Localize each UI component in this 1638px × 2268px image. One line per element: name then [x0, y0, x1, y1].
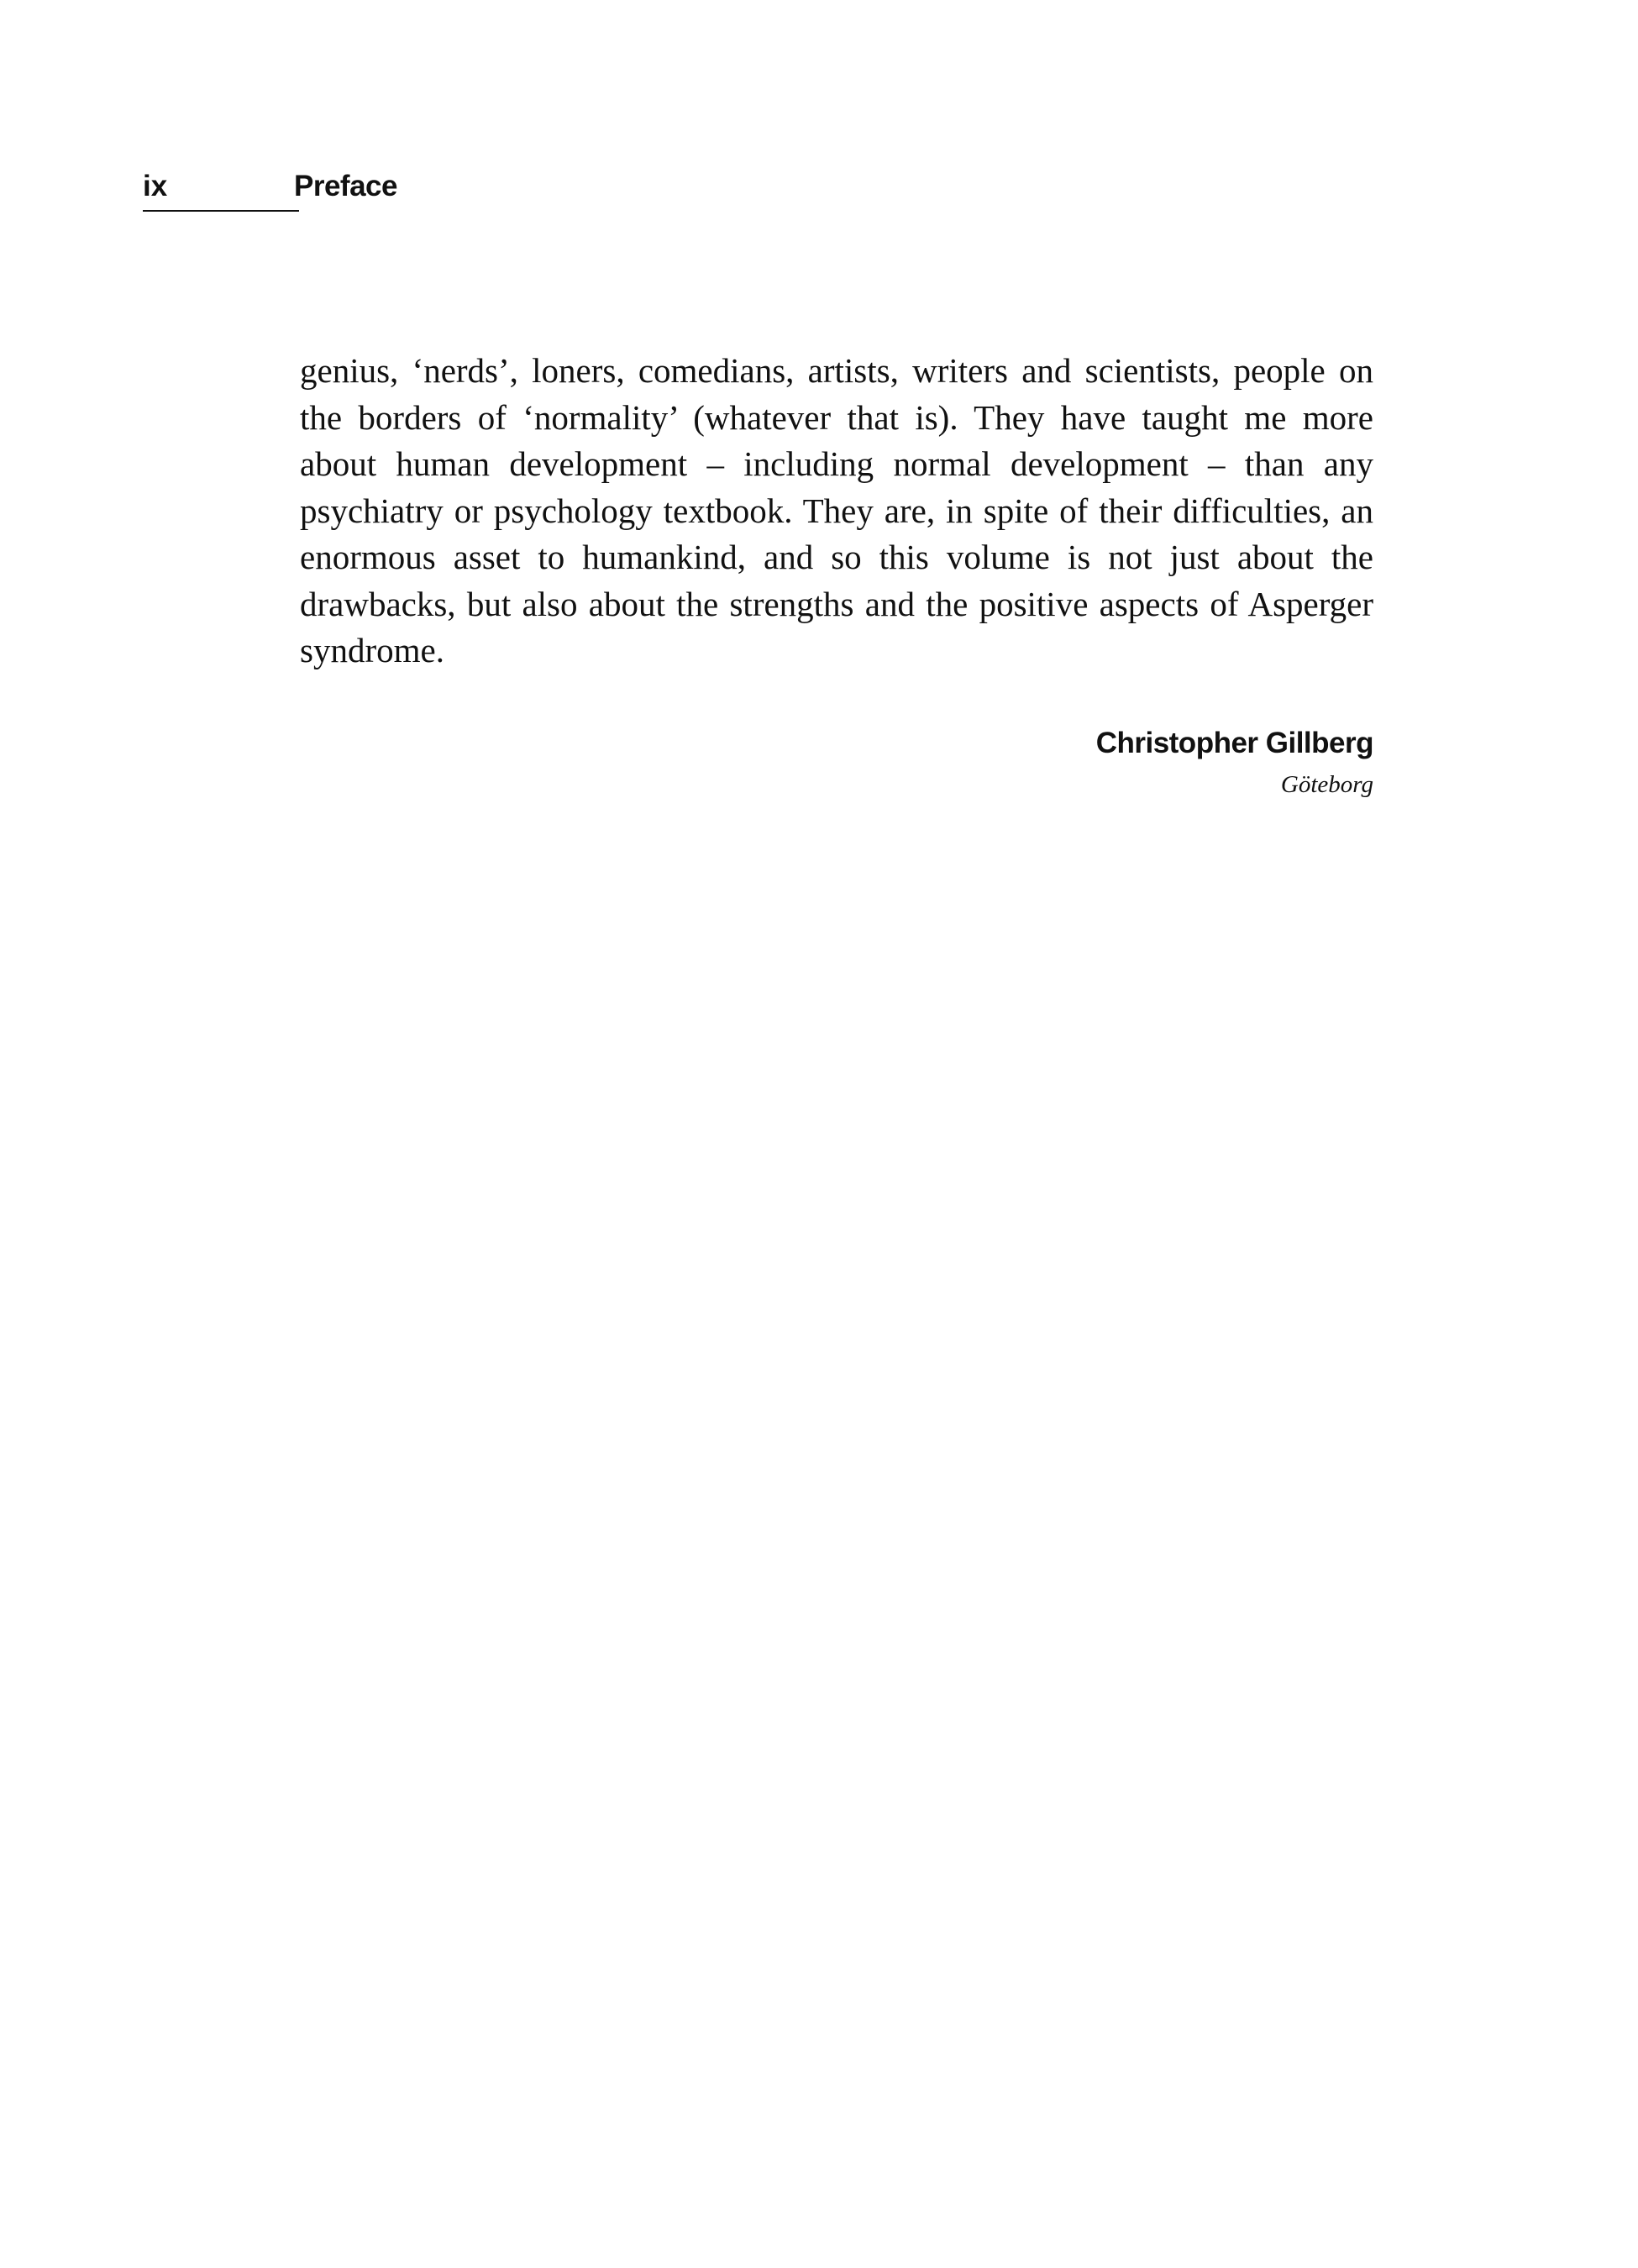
page-number: ix	[143, 170, 168, 202]
header-rule	[143, 210, 299, 212]
section-title: Preface	[294, 170, 397, 202]
author-place: Göteborg	[1280, 771, 1373, 798]
signature-block	[924, 724, 1373, 800]
author-name: Christopher Gillberg	[1095, 727, 1373, 759]
body-paragraph: genius, ‘nerds’, loners, comedians, artists, writers and scientists, people on the borders of ‘normality’ (whatever that is). They have taught me more about human development – including normal development – than any psychiatry or psychology textbook. They are, in spite of their difficulties, an enormous asset to humankind, and so this volume is not just about the drawbacks, but also about the strengths and the positive aspects of Asperger syndrome.	[300, 351, 1373, 669]
running-head	[143, 168, 395, 215]
